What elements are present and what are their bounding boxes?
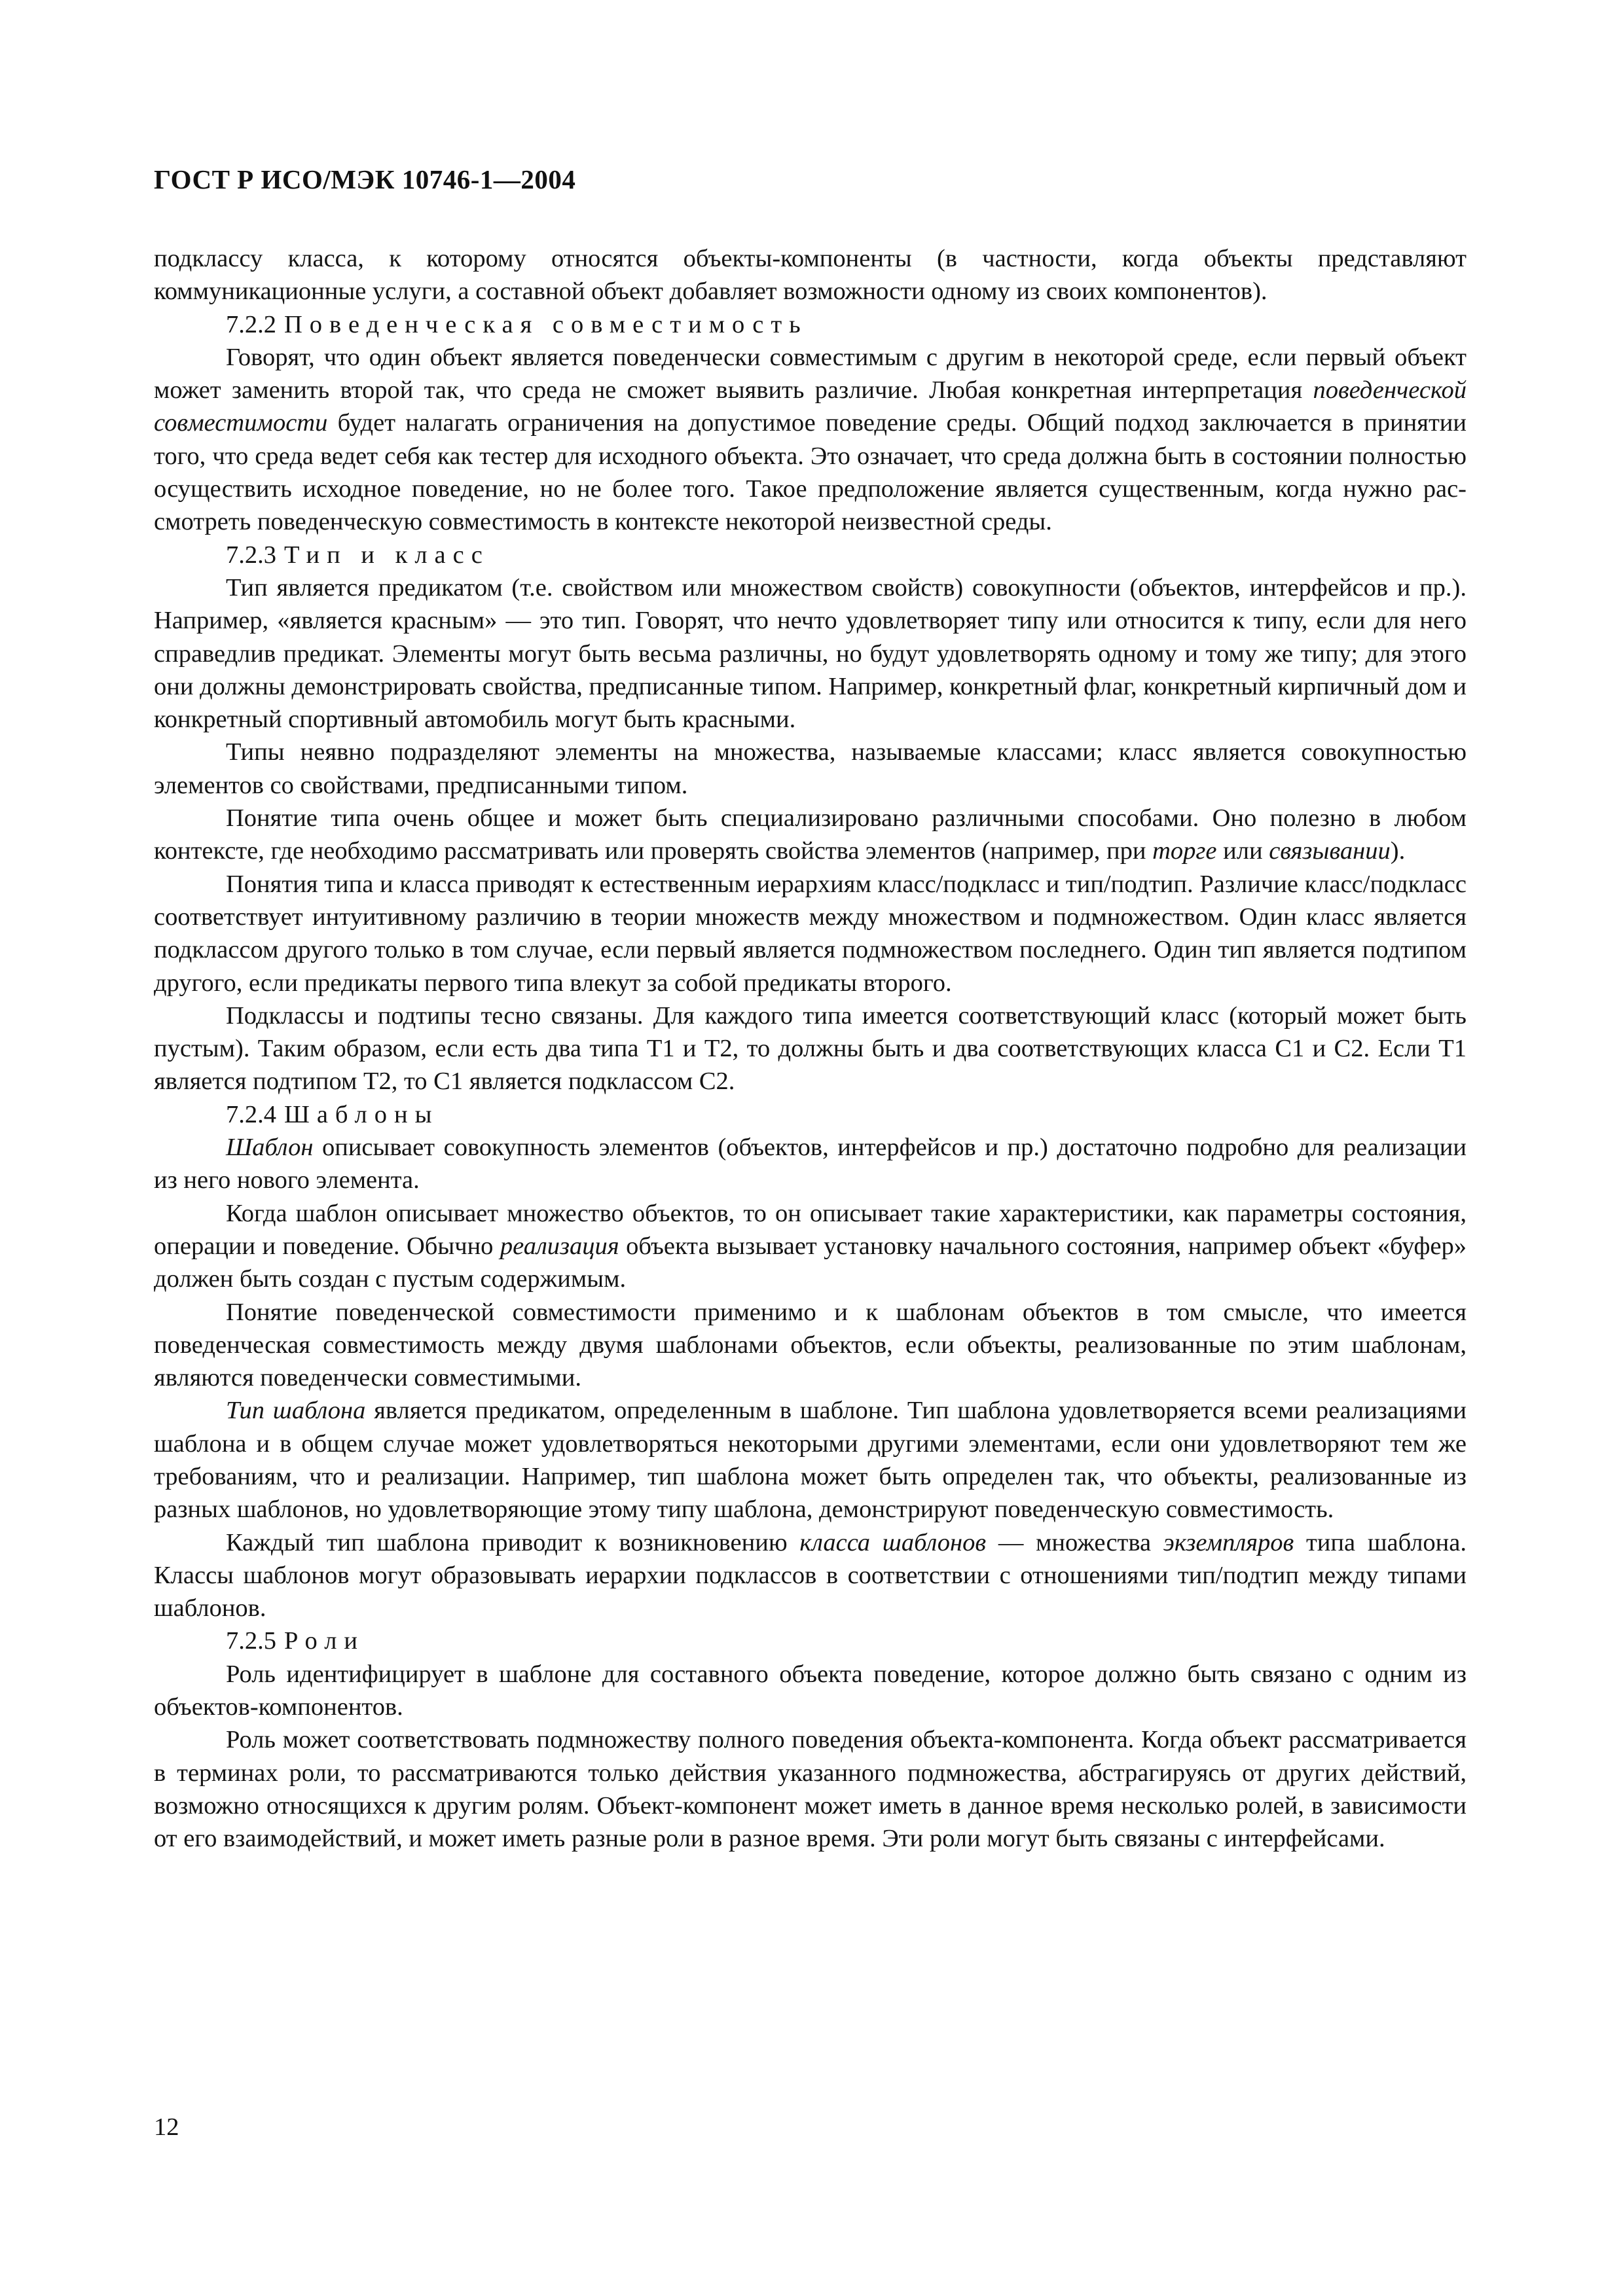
paragraph <box>154 1131 1467 1197</box>
paragraph <box>154 802 1467 868</box>
paragraph <box>154 341 1467 539</box>
section-number: 7.2.3 <box>226 541 276 569</box>
paragraph: Понятия типа и класса приводят к естественным иерархиям класс/подкласс и тип/подтип. Различие класс/подкласс соответствует интуитивному различию в теории множеств между множеством и подмножеством. Один класс является подклассом другого только в том случае, если первый является подмножеством последнего. Один тип является подтипом другого, если предикаты первого типа влекут за собой предикаты второго. <box>154 870 1467 997</box>
paragraph: Тип является предикатом (т.е. свойством или множеством свойств) совокупности (объектов, интерфейсов и пр.). Например, «является красным» — это тип. Говорят, что нечто удовлетворяет типу или относится к типу, если для него справедлив предикат. Элементы могут быть весьма различны, но будут удовлетворять одному и тому же типу; для этого они должны демонстрировать свойства, предписанные типом. Например, конкретный флаг, конкретный кирпичный дом и конкретный спортивный автомобиль могут быть красными. <box>154 573 1467 734</box>
section-heading-7-2-5 <box>154 1624 1467 1657</box>
italic-term: связывании <box>1269 837 1391 865</box>
paragraph: Роль может соответствовать подмножеству полного поведения объекта-компонента. Когда объект рассматривается в терминах роли, то рассматриваются только действия указанного подмножества, абстрагируясь от других действий, возможно относящихся к другим ролям. Объект-компонент может иметь в данное время несколько ролей, в зависимости от его взаимодействий, и может иметь разные роли в разное время. Эти роли могут быть связаны с интерфейсами. <box>154 1726 1467 1853</box>
body-text <box>154 242 1467 1856</box>
section-number: 7.2.2 <box>226 310 276 338</box>
italic-term: Тип шаблона <box>226 1397 366 1425</box>
text-run: будет налагать ограничения на допустимое поведение среды. Общий подход заключается в принятии того, что среда ведет себя как тестер для исходного объекта. Это означает, что среда должна быть в состоянии полностью осуществить исходное поведение, но не более того. Такое предположение является существенным, когда нужно рассмотреть поведенческую совместимость в контексте некоторой неизвестной среды. <box>154 409 1467 536</box>
italic-term: класса шаблонов <box>799 1528 987 1556</box>
text-run: является предикатом, определенным в шаблоне. Тип шаблона удовлетворяется всеми реализациями шаблона и в общем случае может удовлетворяться некоторыми другими элементами, если они удовлетворяют тем же требованиям, что и реализации. Например, тип шаблона может быть определен так, что объекты, реализованные из разных шаблонов, но удовлетворяющие этому типу шаблона, демонстрируют поведенческую совместимость. <box>154 1397 1467 1524</box>
section-title: Тип и класс <box>284 541 490 569</box>
text-run: Понятие типа очень общее и может быть специализировано различными способами. Оно полезно в любом контексте, где необходимо рассматривать или проверять свойства элементов (например, при <box>154 804 1467 865</box>
section-title: Шаблоны <box>284 1100 439 1128</box>
text-run: Когда шаблон описывает множество объектов, то он описывает такие характеристики, как параметры состояния, операции и поведение. Обычно <box>154 1199 1467 1260</box>
section-title: Роли <box>284 1627 365 1655</box>
italic-term: Шаблон <box>226 1134 314 1162</box>
section-title: Поведенческая совместимость <box>284 310 808 338</box>
paragraph-intro: подклассу класса, к которому относятся объекты-компоненты (в частности, когда объекты представляют коммуникационные услуги, а составной объект добавляет возможности одному из своих компонентов). <box>154 245 1467 306</box>
section-number: 7.2.5 <box>226 1627 276 1655</box>
paragraph: Роль идентифицирует в шаблоне для составного объекта поведение, которое должно быть связано с одним из объектов-компонентов. <box>154 1660 1467 1721</box>
italic-term: поведенческой совместимости <box>154 376 1467 437</box>
paragraph: Типы неявно подразделяют элементы на множества, называемые классами; класс является совокупностью элементов со свойствами, предписанными типом. <box>154 738 1467 799</box>
page-number: 12 <box>154 2113 179 2141</box>
section-heading-7-2-3 <box>154 539 1467 571</box>
text-run: — множества <box>986 1528 1163 1556</box>
text-run: или <box>1216 837 1269 865</box>
text-run: описывает совокупность элементов (объектов, интерфейсов и пр.) достаточно подробно для реализации из него нового элемента. <box>154 1134 1467 1194</box>
section-heading-7-2-4 <box>154 1098 1467 1131</box>
section-heading-7-2-2 <box>154 308 1467 341</box>
text-run: Каждый тип шаблона приводит к возникновению <box>226 1528 800 1556</box>
paragraph: Понятие поведенческой совместимости применимо и к шаблонам объектов в том смысле, что имеется поведенческая совместимость между двумя шаблонами объектов, если объекты, реализованные по этим шаблонам, являются поведенчески совместимыми. <box>154 1298 1467 1392</box>
italic-term: торге <box>1152 837 1217 865</box>
paragraph: Подклассы и подтипы тесно связаны. Для каждого типа имеется соответствующий класс (который может быть пустым). Таким образом, если есть два типа Т1 и Т2, то должны быть и два соответствующих класса С1 и С2. Если Т1 является подтипом Т2, то С1 является подклассом С2. <box>154 1001 1467 1096</box>
italic-term: реализация <box>500 1232 619 1260</box>
italic-term: экземпляров <box>1163 1528 1294 1556</box>
paragraph <box>154 1526 1467 1625</box>
text-run: типа шаблона. Классы шаблонов могут образовывать иерархии подклассов в соответствии с отношениями тип/подтип между типами шаблонов. <box>154 1528 1467 1623</box>
paragraph <box>154 1394 1467 1526</box>
paragraph <box>154 1197 1467 1296</box>
text-run: ). <box>1390 837 1406 865</box>
document-header: ГОСТ Р ИСО/МЭК 10746-1—2004 <box>154 164 576 194</box>
section-number: 7.2.4 <box>226 1100 276 1128</box>
text-run: объекта вызывает установку начального состояния, например объект «буфер» должен быть создан с пустым содержимым. <box>154 1232 1467 1293</box>
text-run: Говорят, что один объект является поведенчески совместимым с другим в некоторой среде, если первый объект может заменить второй так, что среда не сможет выявить различие. Любая конкретная интерпретация <box>154 343 1467 404</box>
